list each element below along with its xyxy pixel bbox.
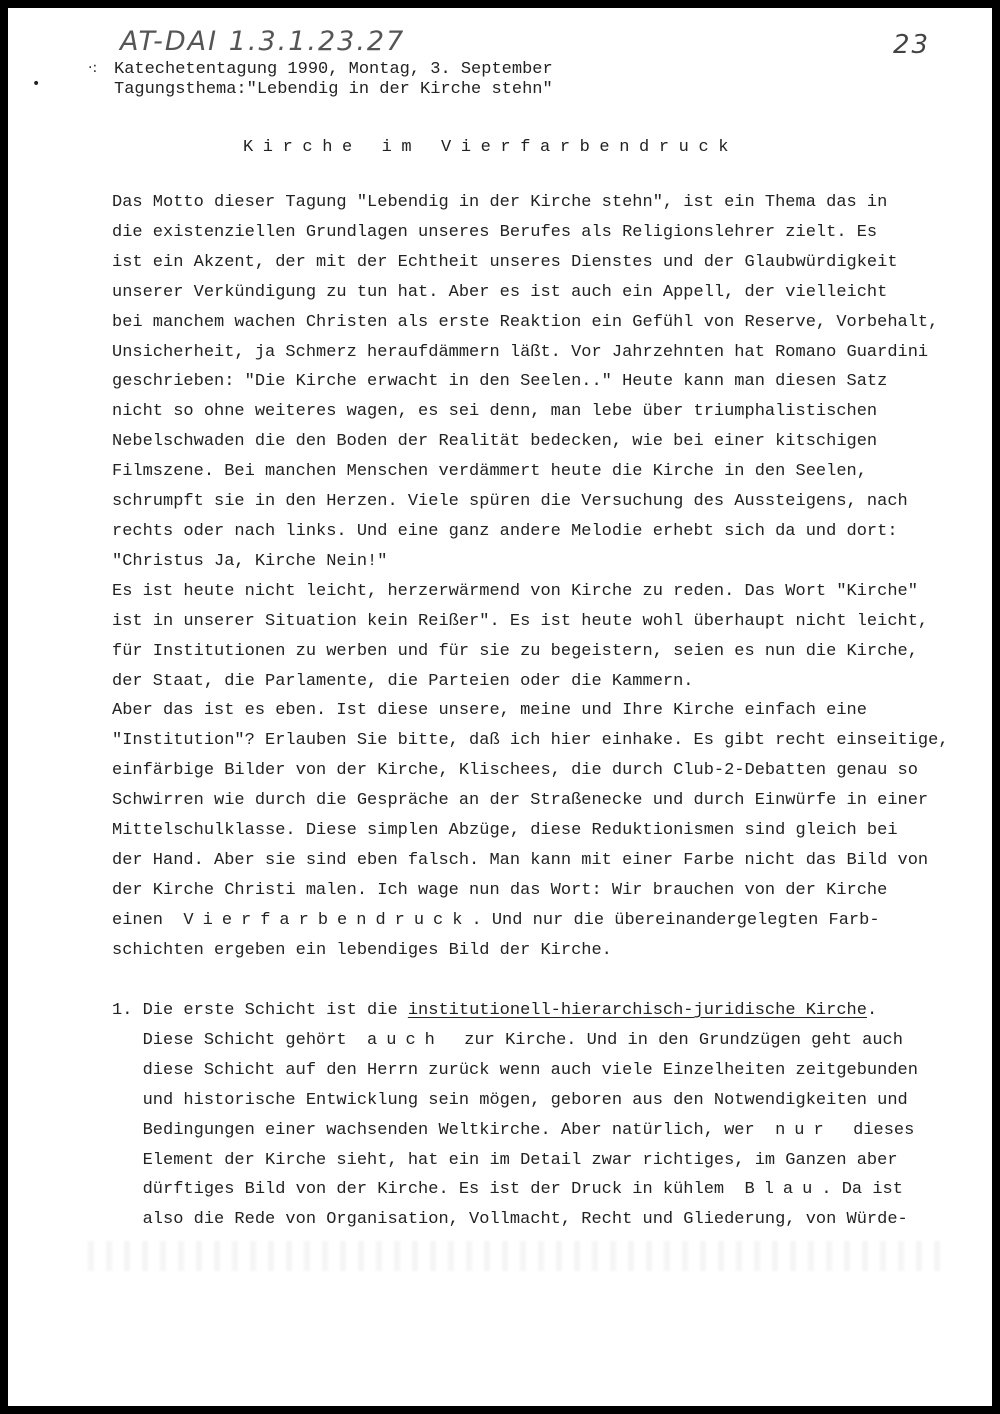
spaced-emphasis: auch <box>367 1030 444 1050</box>
body-line: ist in unserer Situation kein Reißer". Es ist heute wohl überhaupt nicht leicht, <box>112 611 929 631</box>
spaced-emphasis: nur <box>775 1120 833 1140</box>
body-line: Unsicherheit, ja Schmerz heraufdämmern läßt. Vor Jahrzehnten hat Romano Guardini <box>112 342 929 362</box>
list-text: dieses <box>832 1120 915 1140</box>
list-text: . <box>866 1001 878 1020</box>
list-line <box>112 1031 903 1050</box>
list-line <box>112 1001 877 1020</box>
document-header <box>114 60 553 100</box>
body-line: die existenziellen Grundlagen unseres Berufes als Religionslehrer zielt. Es <box>112 222 878 242</box>
body-line: Filmszene. Bei manchen Menschen verdämmert heute die Kirche in den Seelen, <box>112 462 867 482</box>
body-line: Es ist heute nicht leicht, herzerwärmend von Kirche zu reden. Das Wort "Kirche" <box>112 581 918 601</box>
body-line: nicht so ohne weiteres wagen, es sei denn, man lebe über triumphalistischen <box>112 402 878 422</box>
body-line: für Institutionen zu werben und für sie zu begeistern, seien es nun die Kirche, <box>112 641 918 661</box>
body-line: geschrieben: "Die Kirche erwacht in den Seelen.." Heute kann man diesen Satz <box>112 372 888 392</box>
body-line: Aber das ist es eben. Ist diese unsere, meine und Ihre Kirche einfach eine <box>112 701 867 721</box>
margin-mark: • <box>32 76 41 92</box>
list-line: Element der Kirche sieht, hat ein im Detail zwar richtiges, im Ganzen aber <box>112 1150 898 1170</box>
faded-next-line <box>88 1241 948 1271</box>
spaced-emphasis: Blau <box>744 1180 822 1200</box>
body-text <box>112 188 949 966</box>
body-line: schichten ergeben ein lebendiges Bild der Kirche. <box>112 940 612 960</box>
body-line: Schwirren wie durch die Gespräche an der Straßenecke und durch Einwürfe in einer <box>112 791 929 811</box>
body-line: Das Motto dieser Tagung "Lebendig in der Kirche stehn", ist ein Thema das in <box>112 193 888 212</box>
body-line: der Staat, die Parlamente, die Parteien oder die Kammern. <box>112 671 694 691</box>
document-title: Kirche im Vierfarbendruck <box>243 138 739 157</box>
list-text: 1. Die erste Schicht ist die <box>112 1001 408 1020</box>
list-line <box>112 1180 903 1199</box>
body-line-suffix: . Und nur die übereinandergelegten Farb- <box>471 910 880 930</box>
body-line-prefix: einen <box>112 910 184 930</box>
body-line: der Hand. Aber sie sind eben falsch. Man kann mit einer Farbe nicht das Bild von <box>112 850 929 870</box>
body-line: unserer Verkündigung zu tun hat. Aber es ist auch ein Appell, der vielleicht <box>112 282 888 302</box>
numbered-list-item-1 <box>112 996 918 1235</box>
body-line: Nebelschwaden die den Boden der Realität bedecken, wie bei einer kitschigen <box>112 432 878 452</box>
header-line-event: Katechetentagung 1990, Montag, 3. September <box>114 60 553 79</box>
body-line: der Kirche Christi malen. Ich wage nun das Wort: Wir brauchen von der Kirche <box>112 880 888 900</box>
list-line <box>112 1121 914 1140</box>
margin-mark: ·: <box>88 60 98 76</box>
underlined-term: institutionell-hierarchisch-juridische Kirche <box>407 1001 867 1020</box>
list-line: und historische Entwicklung sein mögen, geboren aus den Notwendigkeiten und <box>112 1090 908 1110</box>
body-line: einfärbige Bilder von der Kirche, Klischees, die durch Club-2-Debatten genau so <box>112 761 918 781</box>
list-text: dürftiges Bild von der Kirche. Es ist der Druck in kühlem <box>112 1180 745 1200</box>
body-line: bei manchem wachen Christen als erste Reaktion ein Gefühl von Reserve, Vorbehalt, <box>112 312 939 332</box>
body-line: "Christus Ja, Kirche Nein!" <box>112 551 388 571</box>
list-text: Bedingungen einer wachsenden Weltkirche. Aber natürlich, wer <box>112 1120 776 1140</box>
list-text: zur Kirche. Und in den Grundzügen geht auch <box>443 1030 903 1050</box>
body-line: schrumpft sie in den Herzen. Viele spüren die Versuchung des Aussteigens, nach <box>112 492 908 512</box>
document-page <box>8 8 992 1406</box>
page-number-handwritten: 23 <box>893 30 931 60</box>
list-text: Diese Schicht gehört <box>112 1030 368 1050</box>
body-line: Mittelschulklasse. Diese simplen Abzüge, diese Reduktionismen sind gleich bei <box>112 821 898 841</box>
list-text: . Da ist <box>821 1180 903 1200</box>
archive-reference-handwritten: AT-DAI 1.3.1.23.27 <box>120 26 406 57</box>
body-line: rechts oder nach links. Und eine ganz andere Melodie erhebt sich da und dort: <box>112 521 898 541</box>
list-line: also die Rede von Organisation, Vollmacht, Recht und Gliederung, von Würde- <box>112 1210 908 1230</box>
body-line: ist ein Akzent, der mit der Echtheit unseres Dienstes und der Glaubwürdigkeit <box>112 252 898 272</box>
list-line: diese Schicht auf den Herrn zurück wenn auch viele Einzelheiten zeitgebunden <box>112 1060 918 1080</box>
header-line-theme: Tagungsthema:"Lebendig in der Kirche stehn" <box>114 80 553 99</box>
body-line <box>112 911 880 930</box>
spaced-emphasis: Vierfarbendruck <box>183 910 472 930</box>
body-line: "Institution"? Erlauben Sie bitte, daß ich hier einhake. Es gibt recht einseitige, <box>112 731 949 751</box>
